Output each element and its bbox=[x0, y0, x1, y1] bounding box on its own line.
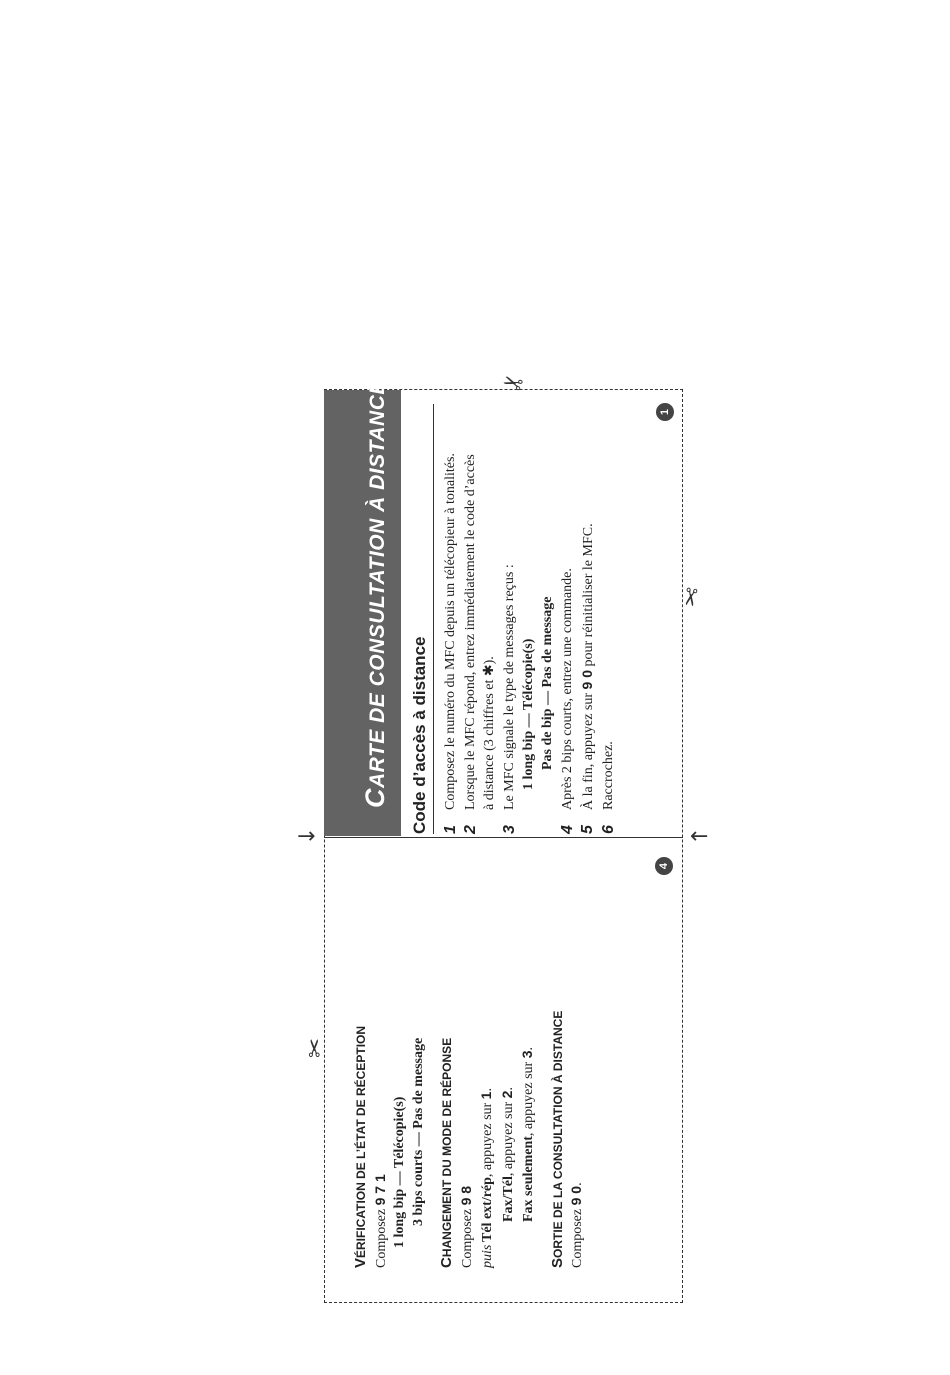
page-number-badge: 4 bbox=[655, 857, 673, 875]
verification-heading: VÉRIFICATION DE L’ÉTAT DE RÉCEPTION bbox=[352, 1025, 369, 1268]
mode-option-2: Fax/Tél, appuyez sur 2. bbox=[498, 1087, 516, 1222]
scissors-icon: ✂ bbox=[301, 1037, 330, 1059]
step-6: 6 Raccrochez. bbox=[600, 741, 617, 834]
step-1: 1 Composez le numéro du MFC depuis un télécopieur à tonalités. bbox=[442, 453, 459, 834]
step-5: 5 À la fin, appuyez sur 9 0 pour réinitialiser le MFC. bbox=[579, 523, 596, 834]
fold-arrow-bottom-icon: ← bbox=[690, 824, 709, 849]
step-4: 4 Après 2 bips courts, entrez une commande. bbox=[559, 568, 576, 834]
fold-arrow-top-icon: → bbox=[297, 824, 316, 849]
scissors-icon: ✂ bbox=[498, 365, 528, 399]
card-title: CARTE DE CONSULTATION À DISTANCE bbox=[360, 380, 390, 808]
verification-compose: Composez 9 7 1 bbox=[371, 1174, 389, 1268]
mode-change-heading: CHANGEMENT DU MODE DE RÉPONSE bbox=[438, 1037, 455, 1268]
back-panel: VÉRIFICATION DE L’ÉTAT DE RÉCEPTION Composez 9 7 1 1 long bip — Télécopie(s) 3 bips courts — Pas de message CHANGEMENT DU MODE DE RÉPONSE Composez 9 8 puisTél ext/rép, appuyez sur 1. Fax/Tél, appuyez sur 2. Fax seulement, appuyez sur 3. SORTIE DE LA CONSULTATION À DISTANCE Composez 9 0. bbox=[352, 848, 652, 1268]
page-number-badge: 1 bbox=[656, 403, 674, 421]
mode-option-3: Fax seulement, appuyez sur 3. bbox=[519, 1047, 536, 1222]
mode-option-1: puisTél ext/rép, appuyez sur 1. bbox=[478, 1088, 495, 1268]
step-2: 2 Lorsque le MFC répond, entrez immédiatement le code d’accès à distance (3 chiffres et ✱). bbox=[462, 454, 497, 834]
access-code-heading: Code d’accès à distance bbox=[410, 404, 434, 834]
exit-heading: SORTIE DE LA CONSULTATION À DISTANCE bbox=[548, 1010, 566, 1268]
step-3: 3 Le MFC signale le type de messages reçus : 1 long bip — Télécopie(s) Pas de bip — Pas de message bbox=[501, 564, 555, 834]
scissors-icon: ✂ bbox=[674, 584, 706, 610]
exit-compose: Composez 9 0. bbox=[568, 1182, 585, 1268]
title-banner-text bbox=[324, 380, 401, 836]
mode-change-compose: Composez 9 8 bbox=[457, 1185, 475, 1268]
access-code-panel bbox=[410, 394, 680, 834]
fold-line bbox=[324, 837, 683, 838]
